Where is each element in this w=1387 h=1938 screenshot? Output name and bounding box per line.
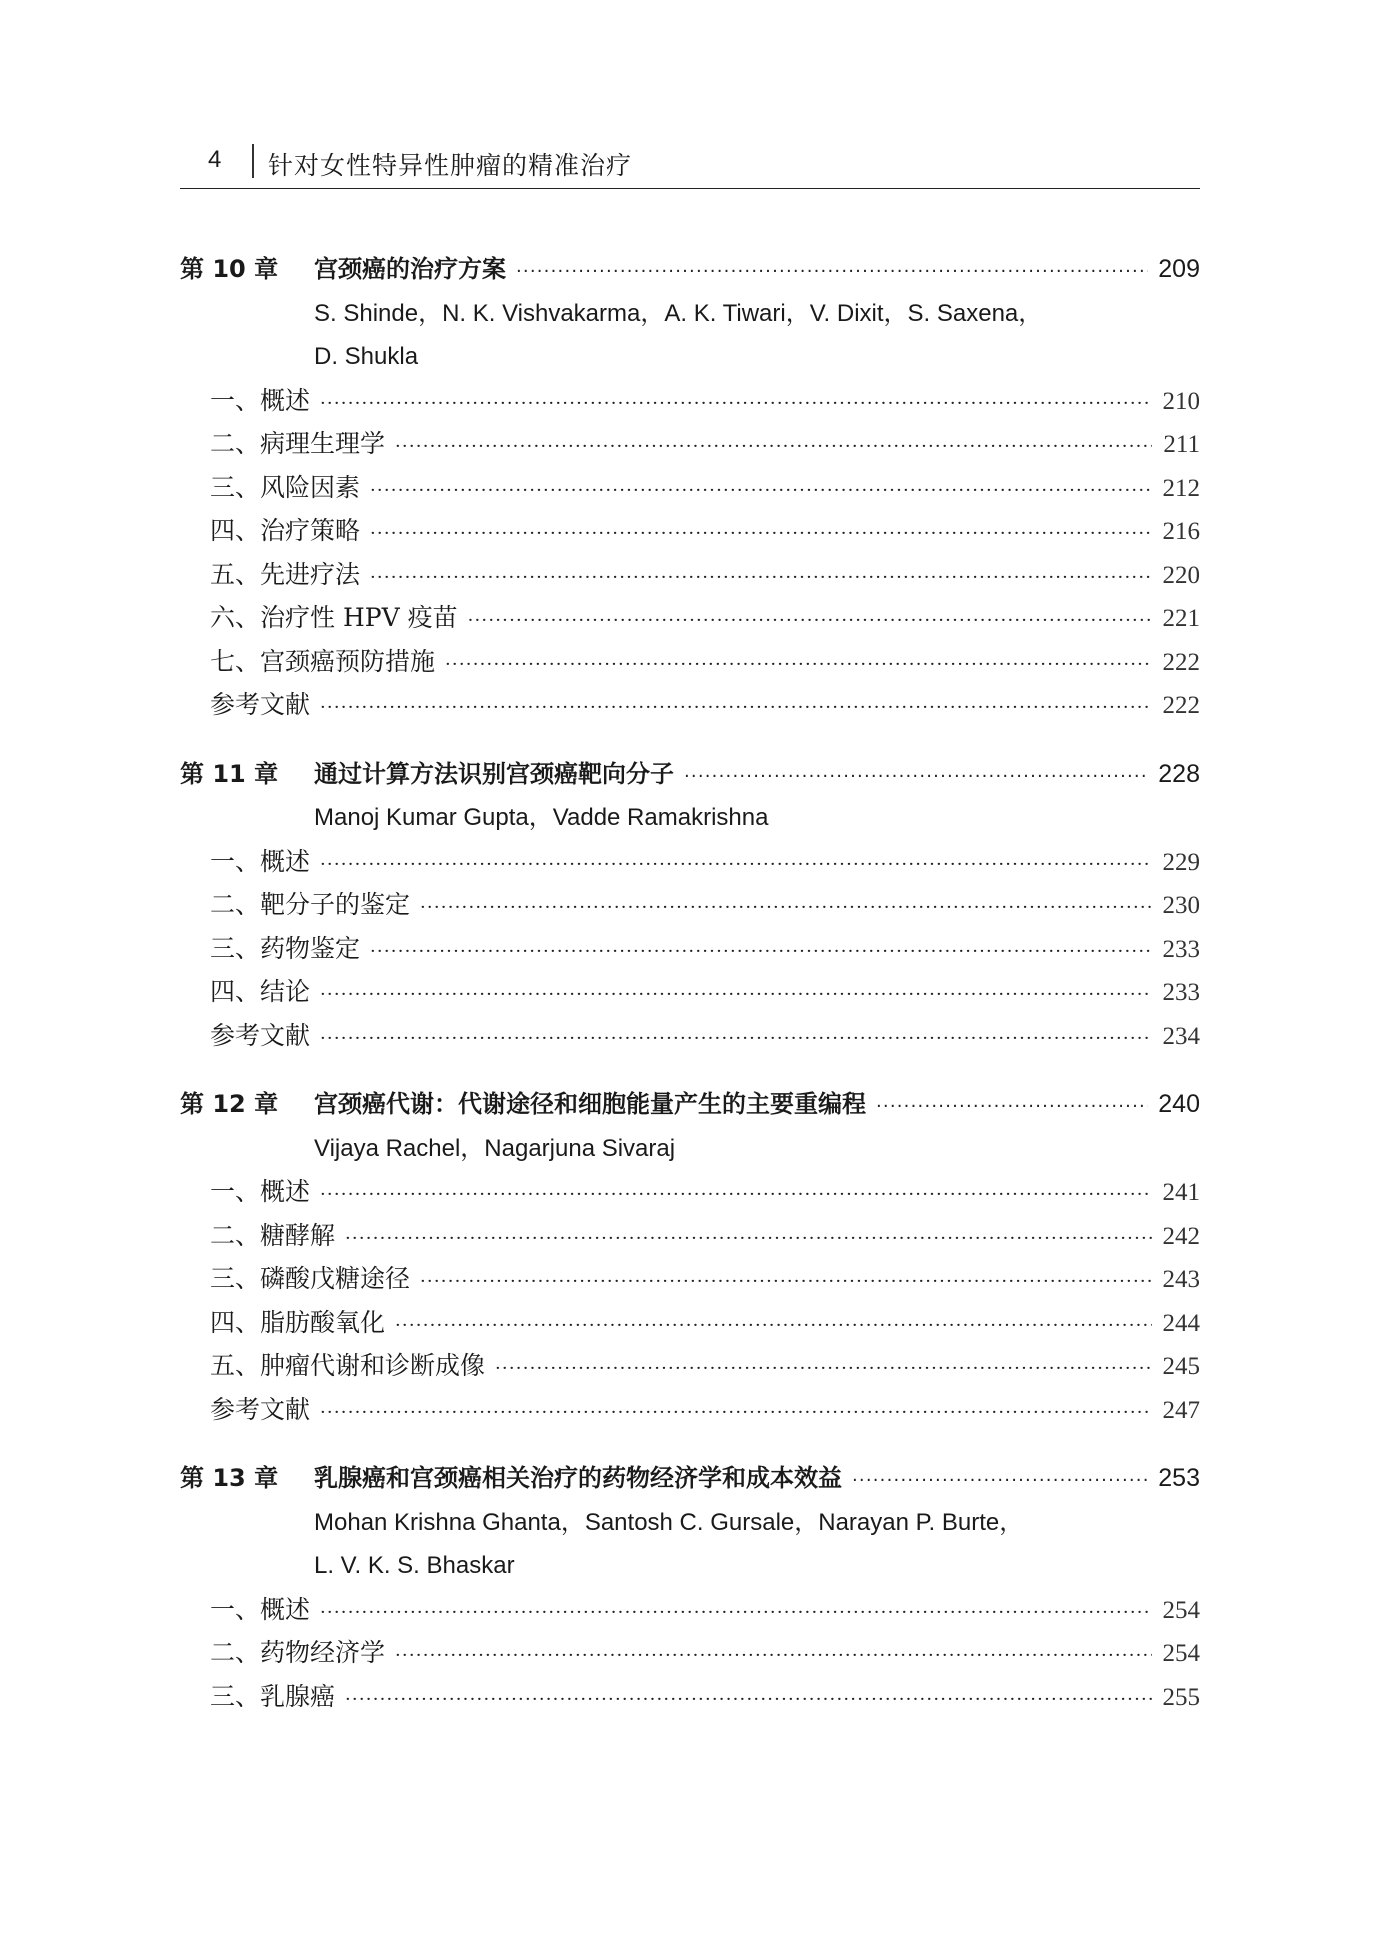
- chapter-12: [180, 1083, 1200, 1431]
- dot-leader: [320, 1017, 1152, 1061]
- section-title: 五、肿瘤代谢和诊断成像: [210, 1351, 486, 1380]
- chapter-heading[interactable]: [180, 248, 1200, 292]
- section-page: 230: [1162, 892, 1200, 919]
- dot-leader: [320, 1173, 1152, 1217]
- section-title: 参考文献: [210, 1020, 311, 1050]
- section-entry[interactable]: [180, 422, 1200, 466]
- chapter-authors-line: Vijaya Rachel，Nagarjuna Sivaraj: [314, 1134, 676, 1162]
- dot-leader: [395, 1304, 1152, 1348]
- dot-leader: [370, 556, 1152, 600]
- section-entry[interactable]: [180, 970, 1200, 1014]
- section-page: 242: [1162, 1222, 1200, 1250]
- dot-leader: [852, 1459, 1148, 1503]
- section-title: 二、药物经济学: [210, 1638, 386, 1667]
- section-page: 241: [1162, 1179, 1200, 1206]
- section-page: 211: [1163, 431, 1200, 458]
- chapter-13: [180, 1457, 1200, 1718]
- section-page: 220: [1162, 561, 1200, 589]
- section-title: 五、先进疗法: [210, 559, 361, 589]
- dot-leader: [445, 643, 1152, 687]
- dot-leader: [370, 512, 1152, 556]
- chapter-heading[interactable]: [180, 1457, 1200, 1501]
- dot-leader: [420, 1260, 1152, 1304]
- chapter-label: 第 13 章: [180, 1464, 279, 1492]
- dot-leader: [876, 1085, 1148, 1129]
- running-header: [180, 142, 1200, 189]
- section-entry[interactable]: [180, 1214, 1200, 1258]
- chapter-authors-line: L. V. K. S. Bhaskar: [314, 1552, 515, 1579]
- section-entry[interactable]: [180, 1631, 1200, 1675]
- chapter-page: 253: [1158, 1464, 1200, 1492]
- section-title: 一、概述: [210, 1594, 311, 1624]
- section-title: 一、概述: [210, 1177, 311, 1206]
- chapter-authors-line: Mohan Krishna Ghanta，Santosh C. Gursale，Narayan P. Burte，: [314, 1508, 1024, 1536]
- section-title: 三、风险因素: [210, 472, 361, 502]
- section-title: 参考文献: [210, 690, 311, 719]
- header-separator: [252, 144, 254, 178]
- section-title: 四、结论: [210, 977, 311, 1006]
- section-entry[interactable]: [180, 927, 1200, 971]
- section-page: 254: [1162, 1596, 1200, 1624]
- chapter-label: 第 10 章: [180, 255, 279, 283]
- dot-leader: [320, 973, 1152, 1017]
- dot-leader: [495, 1347, 1152, 1391]
- section-entry[interactable]: [180, 1301, 1200, 1345]
- section-page: 244: [1162, 1309, 1200, 1337]
- section-page: 216: [1162, 518, 1200, 545]
- section-title: 三、乳腺癌: [210, 1681, 336, 1711]
- chapter-label: 第 12 章: [180, 1090, 279, 1118]
- section-title: 一、概述: [210, 846, 311, 876]
- section-entry[interactable]: [180, 1388, 1200, 1432]
- dot-leader: [370, 469, 1152, 513]
- section-page: 234: [1162, 1022, 1200, 1050]
- dot-leader: [420, 886, 1152, 930]
- chapter-page: 240: [1158, 1090, 1200, 1118]
- section-entry[interactable]: [180, 883, 1200, 927]
- section-title: 三、药物鉴定: [210, 933, 361, 963]
- section-title: 一、概述: [210, 385, 311, 415]
- section-title: 二、糖酵解: [210, 1220, 336, 1250]
- section-entry[interactable]: [180, 640, 1200, 684]
- section-entry[interactable]: [180, 379, 1200, 423]
- section-page: 233: [1162, 979, 1200, 1006]
- section-entry[interactable]: [180, 840, 1200, 884]
- book-title: 针对女性特异性肿瘤的精准治疗: [268, 151, 633, 180]
- chapter-11: [180, 753, 1200, 1058]
- section-entry[interactable]: [180, 596, 1200, 640]
- dot-leader: [395, 425, 1152, 469]
- chapter-page: 228: [1158, 759, 1200, 788]
- dot-leader: [320, 843, 1152, 887]
- chapter-title: 乳腺癌和宫颈癌相关治疗的药物经济学和成本效益: [314, 1464, 842, 1492]
- page-number: 4: [208, 146, 222, 173]
- dot-leader: [345, 1678, 1152, 1722]
- section-page: 222: [1162, 692, 1200, 719]
- section-page: 255: [1162, 1683, 1200, 1711]
- section-page: 212: [1162, 474, 1200, 502]
- dot-leader: [320, 382, 1152, 426]
- section-title: 二、病理生理学: [210, 429, 386, 458]
- section-entry[interactable]: [180, 1344, 1200, 1388]
- section-page: 222: [1162, 648, 1200, 676]
- dot-leader: [684, 755, 1148, 799]
- section-title: 四、治疗策略: [210, 516, 361, 545]
- section-title: 七、宫颈癌预防措施: [210, 646, 436, 676]
- chapter-heading[interactable]: [180, 753, 1200, 797]
- chapter-authors-line: Manoj Kumar Gupta，Vadde Ramakrishna: [314, 804, 769, 831]
- chapter-title: 通过计算方法识别宫颈癌靶向分子: [314, 759, 674, 788]
- section-title: 三、磷酸戊糖途径: [210, 1264, 411, 1293]
- section-title: 二、靶分子的鉴定: [210, 890, 411, 919]
- dot-leader: [516, 250, 1148, 294]
- section-page: 210: [1162, 387, 1200, 415]
- section-page: 221: [1162, 605, 1200, 632]
- section-page: 254: [1162, 1640, 1200, 1667]
- section-entry[interactable]: [180, 1170, 1200, 1214]
- chapter-page: 209: [1158, 255, 1200, 283]
- section-page: 243: [1162, 1266, 1200, 1293]
- section-entry[interactable]: [180, 1014, 1200, 1058]
- section-title: 六、治疗性 HPV 疫苗: [210, 603, 458, 632]
- section-entry[interactable]: [180, 466, 1200, 510]
- chapter-title: 宫颈癌代谢：代谢途径和细胞能量产生的主要重编程: [314, 1090, 866, 1118]
- chapter-authors-line: D. Shukla: [314, 343, 419, 370]
- section-entry[interactable]: [180, 1588, 1200, 1632]
- chapter-authors-line: S. Shinde，N. K. Vishvakarma，A. K. Tiwari，V. Dixit，S. Saxena，: [314, 299, 1043, 327]
- section-page: 233: [1162, 935, 1200, 963]
- table-of-contents: [180, 248, 1200, 1744]
- chapter-10: [180, 248, 1200, 727]
- chapter-label: 第 11 章: [180, 759, 279, 788]
- dot-leader: [320, 686, 1152, 730]
- section-title: 四、脂肪酸氧化: [210, 1307, 386, 1337]
- section-page: 247: [1162, 1396, 1200, 1424]
- dot-leader: [395, 1634, 1152, 1678]
- chapter-heading[interactable]: [180, 1083, 1200, 1127]
- dot-leader: [370, 930, 1152, 974]
- section-entry[interactable]: [180, 1257, 1200, 1301]
- dot-leader: [468, 599, 1152, 643]
- section-entry[interactable]: [180, 509, 1200, 553]
- dot-leader: [320, 1391, 1152, 1435]
- section-page: 229: [1162, 848, 1200, 876]
- dot-leader: [345, 1217, 1152, 1261]
- chapter-title: 宫颈癌的治疗方案: [314, 255, 506, 283]
- dot-leader: [320, 1591, 1152, 1635]
- section-entry[interactable]: [180, 553, 1200, 597]
- section-page: 245: [1162, 1353, 1200, 1380]
- section-entry[interactable]: [180, 1675, 1200, 1719]
- section-title: 参考文献: [210, 1394, 311, 1424]
- section-entry[interactable]: [180, 683, 1200, 727]
